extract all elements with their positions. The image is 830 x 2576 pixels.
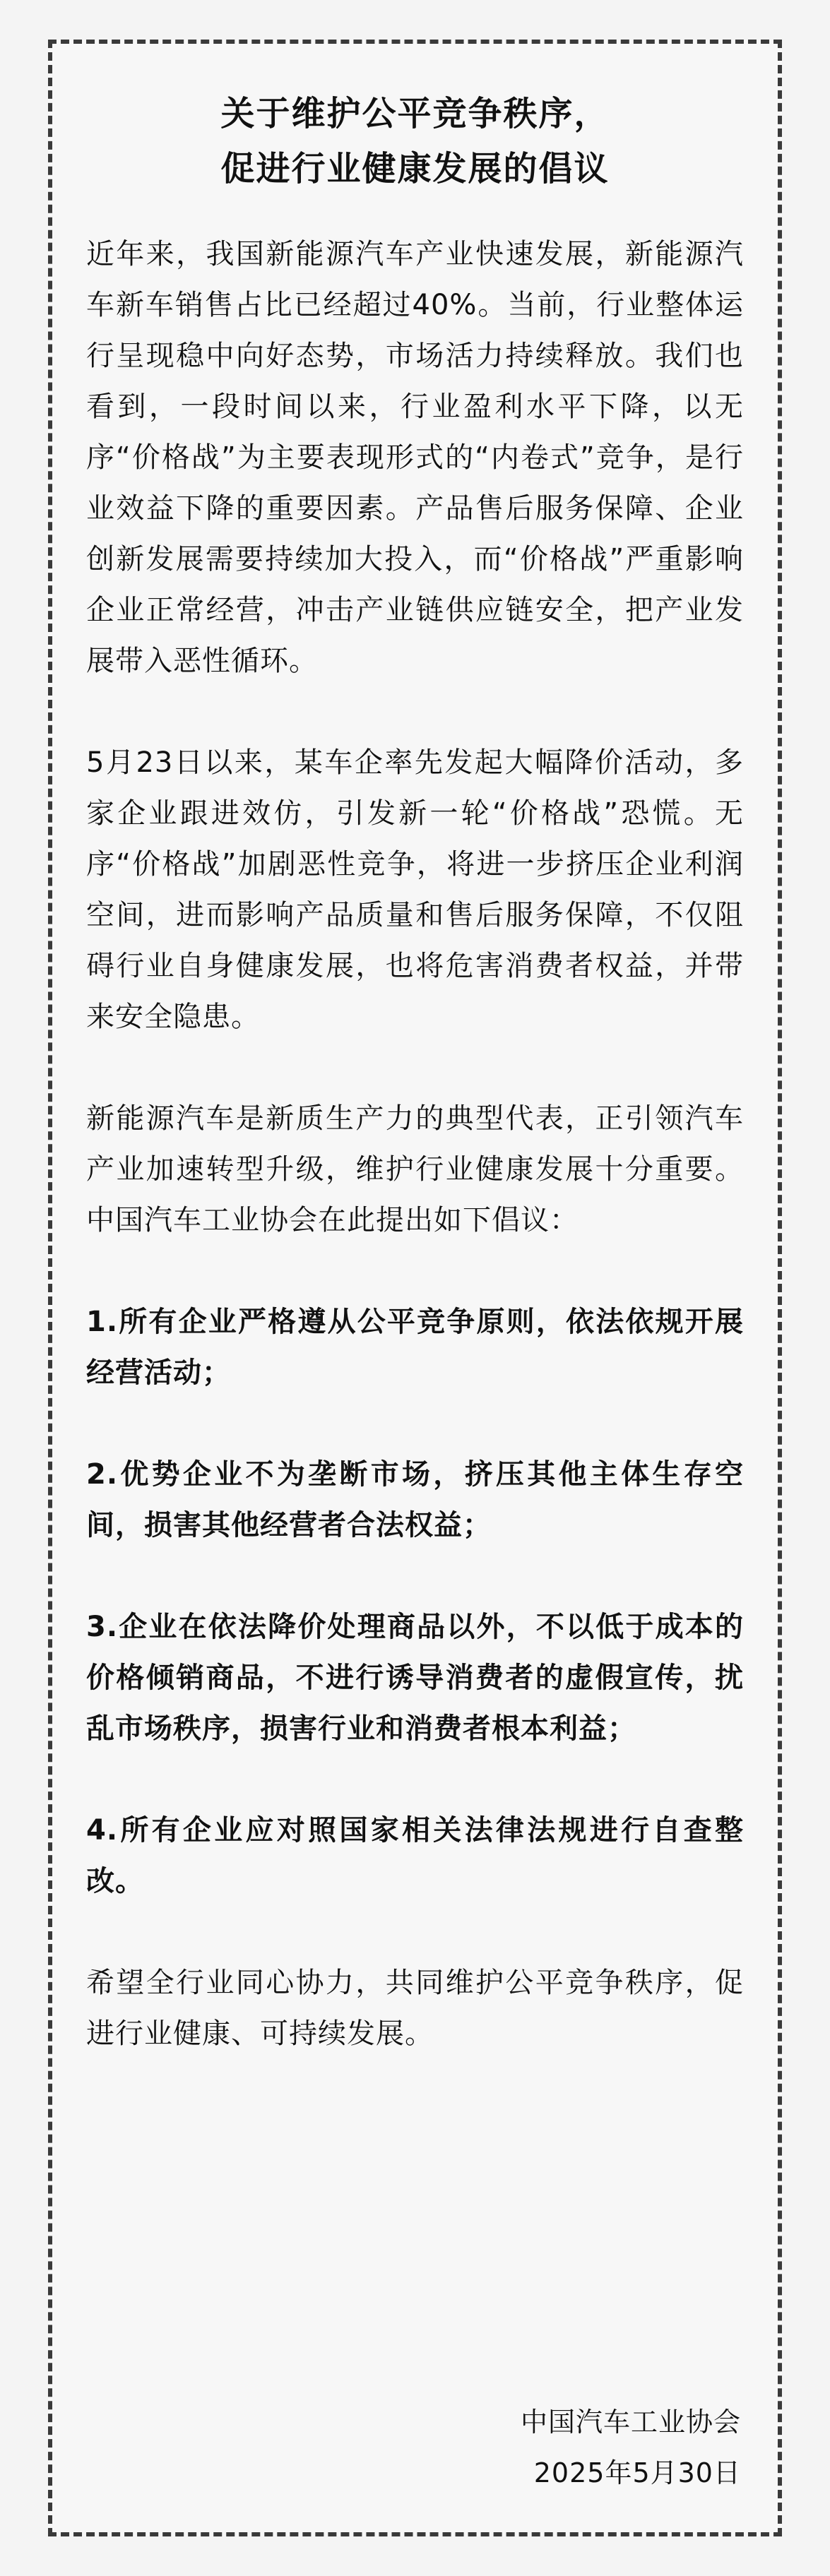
document-title: [52, 86, 778, 196]
signature-organization: 中国汽车工业协会: [520, 2407, 741, 2438]
paragraph-price-war: 5月23日以来，某车企率先发起大幅降价活动，多家企业跟进效仿，引发新一轮“价格战”恐慌。无序“价格战”加剧恶性竞争，将进一步挤压企业利润空间，进而影响产品质量和售后服务保障，不仅阻碍行业自身健康发展，也将危害消费者权益，并带来安全隐患。: [86, 746, 744, 1033]
document-frame: [48, 40, 782, 2536]
initiative-item-4: 4.所有企业应对照国家相关法律法规进行自查整改。: [86, 1814, 744, 1897]
paragraph-initiative-intro: 新能源汽车是新质生产力的典型代表，正引领汽车产业加速转型升级，维护行业健康发展十分重要。中国汽车工业协会在此提出如下倡议：: [86, 1102, 744, 1236]
initiative-item-1: 1.所有企业严格遵从公平竞争原则，依法依规开展经营活动；: [86, 1306, 744, 1389]
signature-block: [521, 2397, 741, 2498]
signature-date: 2025年5月30日: [533, 2457, 741, 2488]
initiative-item-3: 3.企业在依法降价处理商品以外，不以低于成本的价格倾销商品，不进行诱导消费者的虚假宣传，扰乱市场秩序，损害行业和消费者根本利益；: [86, 1611, 744, 1745]
title-line-2: 促进行业健康发展的倡议: [220, 149, 610, 189]
paragraph-closing: 希望全行业同心协力，共同维护公平竞争秩序，促进行业健康、可持续发展。: [86, 1967, 744, 2050]
document-body: [86, 229, 744, 2110]
title-line-1: 关于维护公平竞争秩序，: [220, 94, 610, 133]
initiative-item-2: 2.优势企业不为垄断市场，挤压其他主体生存空间，损害其他经营者合法权益；: [86, 1458, 744, 1542]
paragraph-intro: 近年来，我国新能源汽车产业快速发展，新能源汽车新车销售占比已经超过40%。当前，行业整体运行呈现稳中向好态势，市场活力持续释放。我们也看到，一段时间以来，行业盈利水平下降，以无序“价格战”为主要表现形式的“内卷式”竞争，是行业效益下降的重要因素。产品售后服务保障、企业创新发展需要持续加大投入，而“价格战”严重影响企业正常经营，冲击产业链供应链安全，把产业发展带入恶性循环。: [86, 238, 744, 677]
